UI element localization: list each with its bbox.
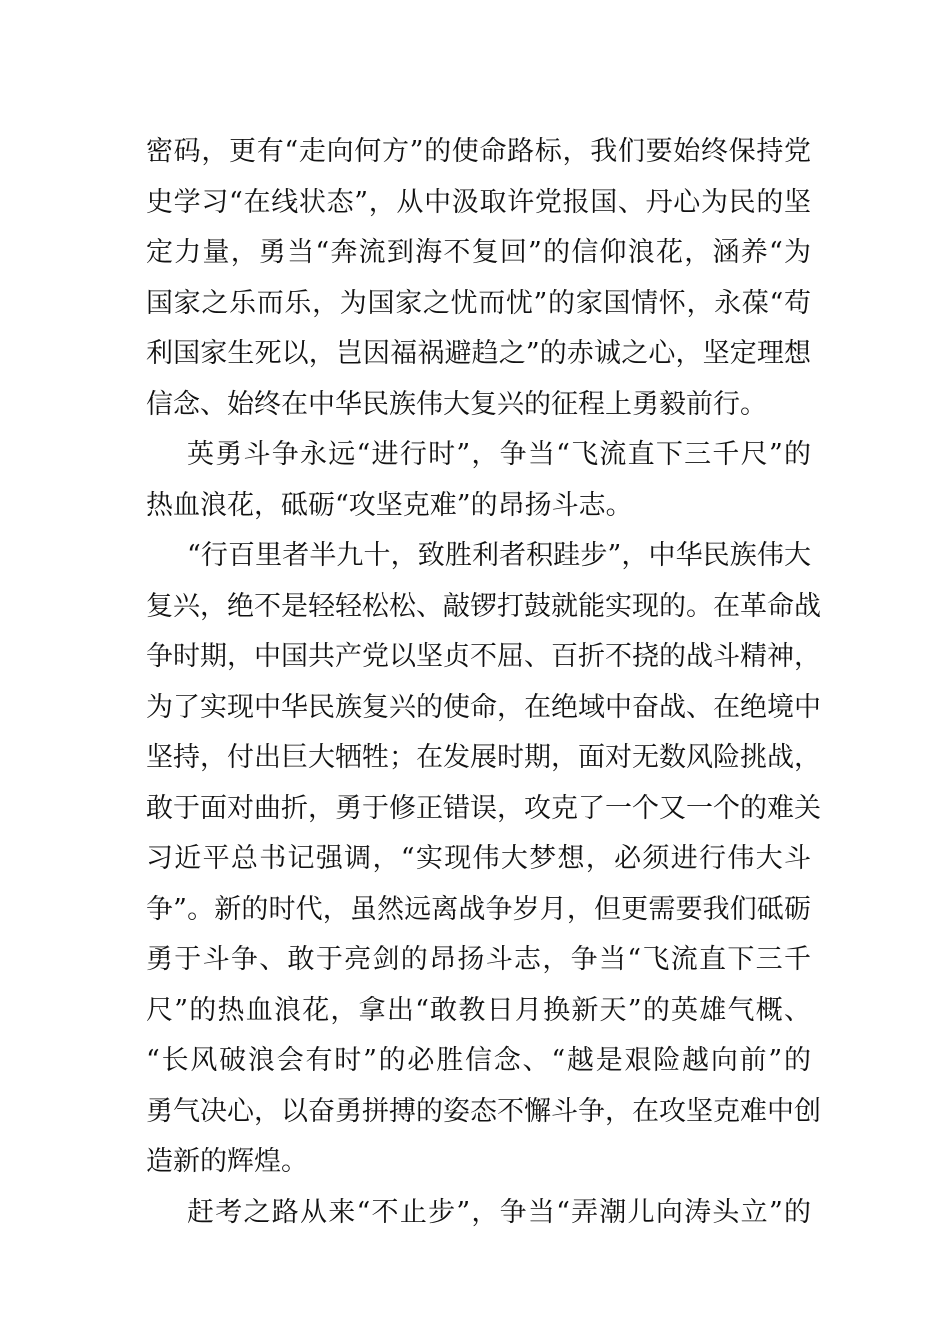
text-line: 热血浪花，砥砺“攻坚克难”的昂扬斗志。 xyxy=(146,489,633,521)
text-line: 习近平总书记强调，“实现伟大梦想，必须进行伟大斗 xyxy=(146,843,811,874)
document-body xyxy=(146,127,821,1238)
text-line: 争时期，中国共产党以坚贞不屈、百折不挠的战斗精神， xyxy=(146,641,821,672)
text-line: 信念、始终在中华民族伟大复兴的征程上勇毅前行。 xyxy=(146,388,767,420)
text-line: 复兴，绝不是轻轻松松、敲锣打鼓就能实现的。在革命战 xyxy=(146,590,821,622)
text-line: 造新的辉煌。 xyxy=(146,1146,308,1177)
text-line: 勇于斗争、敢于亮剑的昂扬斗志，争当“飞流直下三千 xyxy=(146,944,811,975)
paragraph xyxy=(146,127,811,430)
text-line: 国家之乐而乐，为国家之忧而忧”的家国情怀，永葆“苟 xyxy=(146,287,811,319)
text-line: 利国家生死以，岂因福祸避趋之”的赤诚之心，坚定理想 xyxy=(146,338,811,369)
text-line: 定力量，勇当“奔流到海不复回”的信仰浪花，涵养“为 xyxy=(146,237,811,268)
text-line: 密码，更有“走向何方”的使命路标，我们要始终保持党 xyxy=(146,136,811,167)
text-line: 英勇斗争永远“进行时”，争当“飞流直下三千尺”的 xyxy=(187,439,811,470)
text-line: “行百里者半九十，致胜利者积跬步”，中华民族伟大 xyxy=(187,540,811,571)
paragraph xyxy=(146,1188,811,1239)
paragraph xyxy=(146,531,821,1188)
text-line: 坚持，付出巨大牺牲；在发展时期，面对无数风险挑战， xyxy=(146,742,821,773)
text-line: 争”。新的时代，虽然远离战争岁月，但更需要我们砥砺 xyxy=(146,893,811,925)
paragraph xyxy=(146,430,811,531)
text-line: 勇气决心，以奋勇拼搏的姿态不懈斗争，在攻坚克难中创 xyxy=(146,1095,821,1127)
text-line: 史学习“在线状态”，从中汲取许党报国、丹心为民的坚 xyxy=(146,186,811,218)
text-line: 为了实现中华民族复兴的使命，在绝域中奋战、在绝境中 xyxy=(146,691,821,723)
text-line: 尺”的热血浪花，拿出“敢教日月换新天”的英雄气概、 xyxy=(146,994,811,1026)
text-line: “长风破浪会有时”的必胜信念、“越是艰险越向前”的 xyxy=(146,1045,811,1076)
text-line: 赶考之路从来“不止步”，争当“弄潮儿向涛头立”的 xyxy=(187,1196,811,1228)
text-line: 敢于面对曲折，勇于修正错误，攻克了一个又一个的难关 xyxy=(146,792,821,824)
